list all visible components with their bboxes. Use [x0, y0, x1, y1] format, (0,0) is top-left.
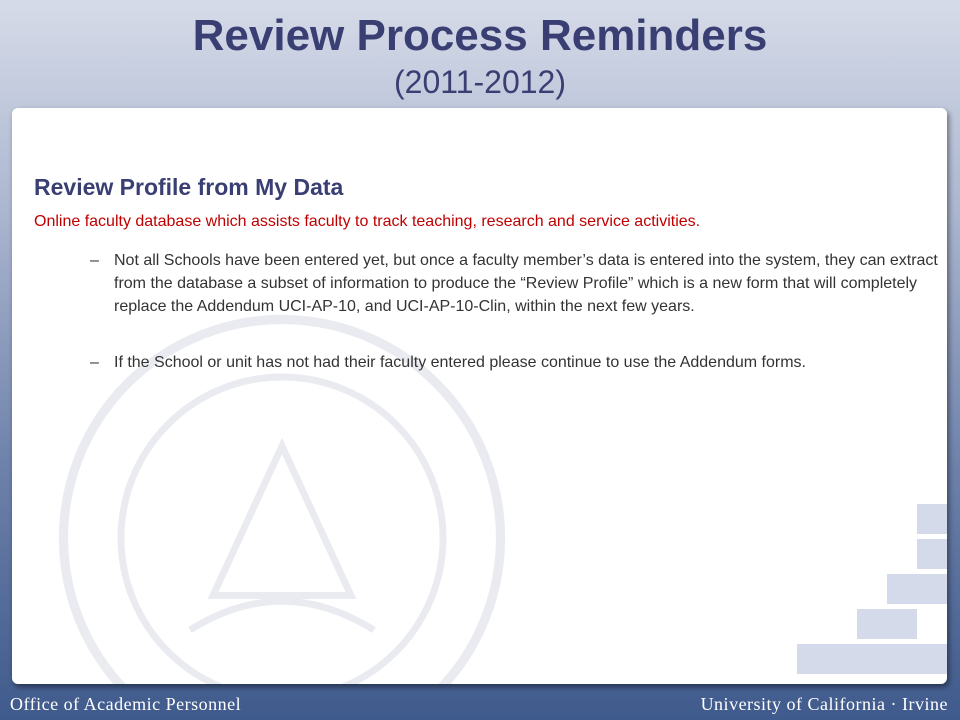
footer-office-name: Office of Academic Personnel — [10, 694, 242, 714]
bullet-item — [90, 342, 939, 384]
section-lead: Online faculty database which assists faculty to track teaching, research and service activities. — [34, 213, 701, 230]
content-card — [12, 108, 947, 684]
content-body — [34, 174, 939, 408]
footer-university-name: University of California · Irvine — [700, 694, 948, 714]
footer-bar — [0, 688, 960, 720]
bullet-text: Not all Schools have been entered yet, but once a faculty member’s data is entered into the system, they can extract from the database a subset of information to produce the “Review Profile” which is a new form that will completely replace the Addendum UCI-AP-10, and UCI-AP-10-Clin, within the next few years. — [114, 252, 938, 315]
decorative-grid — [787, 504, 947, 684]
slide-title: Review Process Reminders — [192, 11, 768, 60]
bullet-item — [90, 249, 939, 318]
slide-subtitle: (2011-2012) — [394, 64, 566, 100]
bullet-list — [34, 249, 939, 384]
bullet-dash: – — [90, 354, 99, 371]
bullet-text: If the School or unit has not had their faculty entered please continue to use the Addendum forms. — [114, 354, 806, 371]
bullet-dash: – — [90, 252, 99, 269]
section-heading: Review Profile from My Data — [34, 174, 344, 200]
